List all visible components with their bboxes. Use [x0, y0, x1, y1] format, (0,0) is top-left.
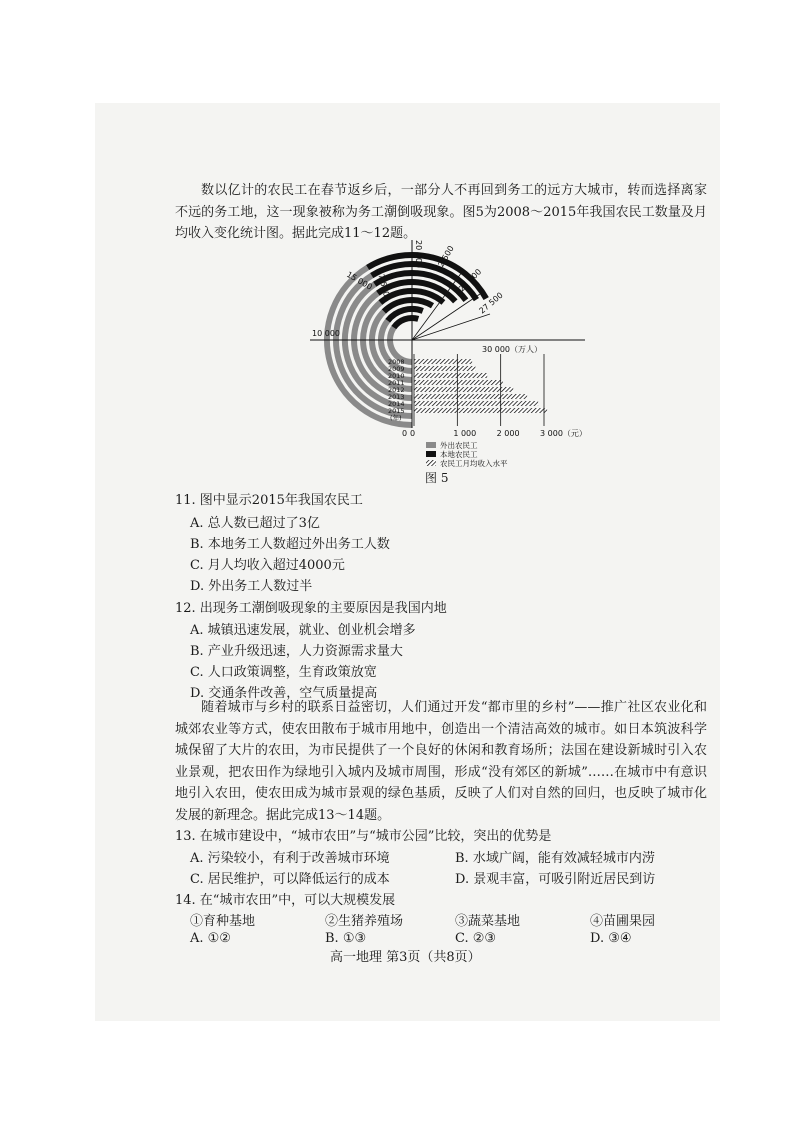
year-unit-label: (年): [390, 414, 402, 422]
income-tick-3: 3 000（元）: [540, 429, 587, 438]
income-bar-2011: [414, 380, 503, 385]
year-label-2010: 2010: [388, 372, 405, 380]
year-label-2014: 2014: [388, 400, 405, 408]
q14-option-b[interactable]: B. ①③: [325, 931, 367, 946]
q14-item-3: ③蔬菜基地: [455, 914, 521, 929]
q13-option-c[interactable]: C. 居民维护，可以降低运行的成本: [190, 872, 390, 887]
tick-15000: 15 000: [345, 269, 374, 292]
q14-item-2: ②生猪养殖场: [325, 914, 404, 929]
question-14-stem: 14. 在“城市农田”中，可以大规模发展: [175, 893, 396, 908]
income-tick-0: 0: [410, 429, 416, 438]
income-bars: [414, 359, 547, 413]
income-tick-2: 2 000: [496, 429, 520, 438]
tick-20000: 20 000: [414, 240, 423, 268]
legend-label-3: 农民工月均收入水平: [440, 459, 508, 468]
intro-paragraph: 数以亿计的农民工在春节返乡后，一部分人不再回到务工的远方大城市，转而选择离家不远的务工地，这一现象被称为务工潮倒吸现象。图5为2008～2015年我国农民工数量及月均收入变化统计图。据此完成11～12题。: [175, 183, 707, 241]
year-labels: [388, 358, 405, 422]
q12-option-b[interactable]: B. 产业升级迅速，人力资源需求量大: [190, 644, 403, 659]
chart-legend: [426, 440, 508, 468]
ring-local-2008: [394, 318, 419, 328]
year-label-2013: 2013: [388, 393, 405, 401]
page-footer: 高一地理 第3页（共8页）: [330, 950, 481, 965]
question-11-stem: 11. 图中显示2015年我国农民工: [175, 493, 363, 508]
income-bar-2010: [414, 373, 487, 378]
q12-option-d[interactable]: D. 交通条件改善，空气质量提高: [190, 686, 378, 701]
tick-10000: 10 000: [312, 329, 340, 338]
q11-option-d[interactable]: D. 外出务工人数过半: [190, 579, 313, 594]
year-label-2011: 2011: [388, 379, 405, 387]
year-label-2008: 2008: [388, 358, 405, 366]
legend-swatch-1: [426, 442, 436, 448]
year-label-2012: 2012: [388, 386, 405, 394]
income-bar-2014: [414, 401, 538, 406]
tick-25000: 25 000: [457, 267, 484, 294]
question-12-stem: 12. 出现务工潮倒吸现象的主要原因是我国内地: [175, 601, 447, 616]
q13-option-b[interactable]: B. 水域广阔，能有效减轻城市内涝: [455, 851, 655, 866]
tick-30000: 30 000（万人）: [482, 345, 542, 354]
tick-27500: 27 500: [477, 290, 505, 316]
tick-22500: 22 500: [433, 244, 456, 273]
q11-option-b[interactable]: B. 本地务工人数超过外出务工人数: [190, 537, 390, 552]
q14-option-a[interactable]: A. ①②: [190, 931, 231, 946]
radial-guide-3: [412, 314, 490, 340]
legend-label-2: 本地农民工: [440, 450, 478, 459]
income-bar-2015: [414, 408, 547, 413]
legend-swatch-2: [426, 451, 436, 457]
income-bar-2008: [414, 359, 472, 364]
q12-option-c[interactable]: C. 人口政策调整，生育政策放宽: [190, 665, 377, 680]
q14-option-d[interactable]: D. ③④: [590, 931, 632, 946]
question-13-stem: 13. 在城市建设中，“城市农田”与“城市公园”比较，突出的优势是: [175, 829, 552, 844]
q12-option-a[interactable]: A. 城镇迅速发展，就业、创业机会增多: [190, 623, 416, 638]
q11-option-a[interactable]: A. 总人数已超过了3亿: [190, 516, 320, 531]
q14-item-4: ④苗圃果园: [590, 914, 656, 929]
income-bar-2013: [414, 394, 527, 399]
figure-5: [300, 232, 600, 476]
q13-option-a[interactable]: A. 污染较小，有利于改善城市环境: [190, 851, 390, 866]
origin-tick: 0: [402, 429, 408, 438]
legend-label-1: 外出农民工: [440, 441, 478, 450]
second-paragraph: 随着城市与乡村的联系日益密切，人们通过开发“都市里的乡村”——推广社区农业化和城郊农业等方式，使农田散布于城市用地中，创造出一个清洁高效的城市。如日本筑波科学城保留了大片的农田，为市民提供了一个良好的休闲和教育场所；法国在建设新城时引入农业景观，把农田作为绿地引入城内及城市周围，形成“没有郊区的新城”……在城市中有意识地引入农田，使农田成为城市景观的绿色基质，反映了人们对自然的回归，也反映了城市化发展的新理念。据此完成13～14题。: [175, 700, 707, 823]
figure-caption: 图 5: [425, 471, 449, 485]
q14-item-1: ①育种基地: [190, 914, 256, 929]
ring-out-migrant-2008: [390, 328, 412, 362]
income-bar-2009: [414, 366, 475, 371]
q11-option-c[interactable]: C. 月人均收入超过4000元: [190, 558, 345, 573]
income-bar-2012: [414, 387, 513, 392]
year-label-2009: 2009: [388, 365, 405, 373]
q14-option-c[interactable]: C. ②③: [455, 931, 497, 946]
q13-option-d[interactable]: D. 景观丰富，可吸引附近居民到访: [455, 872, 656, 887]
legend-swatch-3: [426, 460, 436, 466]
migrant-worker-chart: [300, 232, 600, 472]
year-label-2015: 2015: [388, 407, 405, 415]
tick-17500: 17 500: [375, 268, 392, 298]
income-tick-1: 1 000: [453, 429, 477, 438]
